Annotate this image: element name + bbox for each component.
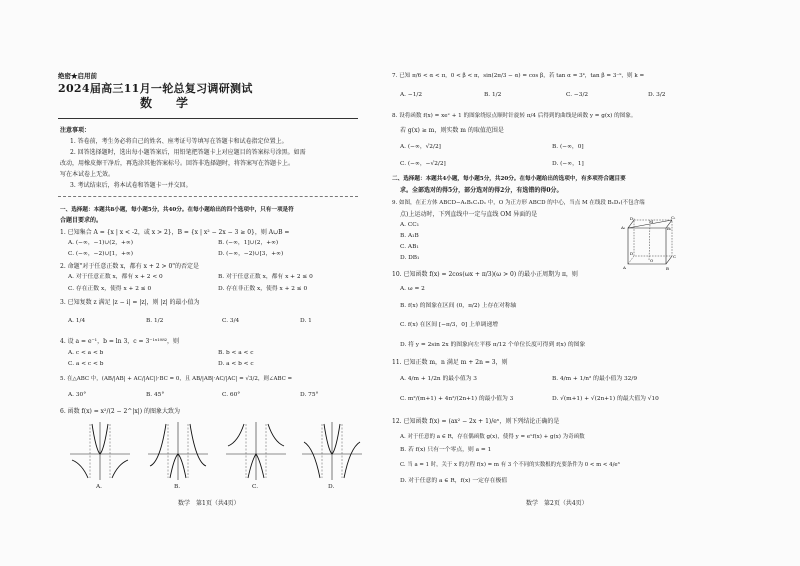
question-8-cont: 若 g(x) ≥ m，则实数 m 的取值范围是 <box>400 127 504 134</box>
question-2: 2. 命题"对于任意正数 x，都有 x + 2 > 0"的否定是 <box>60 263 200 270</box>
notice-line: 写在本试卷上无效。 <box>60 171 115 178</box>
q3-option-d: D. 1 <box>300 318 312 324</box>
q9-option-b: B. A₁B <box>400 233 419 239</box>
question-4: 4. 设 a = e⁻¹，b = ln 3，c = 3⁻¹ˣ¹⁰⁸²，则 <box>60 338 180 345</box>
q7-option-a: A. −1/2 <box>400 92 423 98</box>
q9-option-a: A. CC₁ <box>400 222 420 228</box>
q6-option-a: A. <box>96 484 103 490</box>
notice-heading: 注意事项： <box>60 127 91 134</box>
q11-option-c: C. m²/(m+1) + 4n²/(2n+1) 的最小值为 3 <box>400 396 514 402</box>
question-9: 9. 如图，在正方体 ABCD−A₁B₁C₁D₁ 中，O 为正方形 ABCD 的中心，当点 M 在线段 B₁D₁(不包含端 <box>392 200 645 206</box>
cube-label: C <box>673 254 677 259</box>
notice-line: 3. 考试结束后，将本试卷和答题卡一并交回。 <box>70 182 192 189</box>
q9-option-d: D. DB₁ <box>400 255 420 261</box>
question-7: 7. 已知 π/6 < α < π，0 < β < π，sin(2π/3 − α) = cos β，若 tan α = 3ᵏ，tan β = 3⁻ᵏ，则 k = <box>392 73 645 79</box>
q10-option-d: D. 将 y = 2sin 2x 的图象向左平移 π/12 个单位长度可得到 f(x) 的图象 <box>400 342 586 348</box>
q5-option-d: D. 75° <box>300 392 319 398</box>
secret-label: 绝密★启用前 <box>58 72 97 80</box>
notice-line: 改动，用橡皮擦干净后，再选涂其他答案标号。回答非选择题时，将答案写在答题卡上。 <box>60 160 295 167</box>
q2-option-b: B. 对于任意正数 x，都有 x + 2 ≤ 0 <box>218 274 313 280</box>
q1-option-d: D. (−∞，−2)∪[3，+∞) <box>218 251 284 257</box>
cube-label: D₁ <box>630 216 635 221</box>
question-8: 8. 设将函数 f(x) = xeˣ + 1 的图象绕原点顺时针旋转 π/4 后得到的曲线是函数 y = g(x) 的图象。 <box>392 113 637 119</box>
q6-option-c: C. <box>252 484 259 490</box>
cube-label: B₁ <box>667 226 672 231</box>
section1-heading-cont: 合题目要求的。 <box>60 217 103 224</box>
cube-label: C₁ <box>671 216 676 220</box>
question-6: 6. 函数 f(x) = x²/(2 − 2^|x|) 的图象大致为 <box>60 408 180 415</box>
q3-option-a: A. 1/4 <box>68 318 86 324</box>
q6-option-d: D. <box>328 484 335 490</box>
cube-figure <box>616 216 678 272</box>
exam-title: 2024届高三11月一轮总复习调研测试 <box>58 82 253 95</box>
question-3: 3. 已知复数 z 满足 |z − i| = |z|，则 |z| 的最小值为 <box>60 299 200 306</box>
question-9-cont: 点)上运动时，下列直线中一定与直线 OM 异面的是 <box>400 211 538 218</box>
q10-option-c: C. f(x) 在区间 [−π/3，0] 上单调递增 <box>400 322 499 328</box>
q10-option-a: A. ω = 2 <box>400 286 425 292</box>
q11-option-d: D. √(m+1) + √(2n+1) 的最大值为 √10 <box>552 396 659 402</box>
title-rule <box>58 118 358 119</box>
q2-option-d: D. 存在非正数 x，使得 x + 2 ≤ 0 <box>218 286 308 292</box>
q1-option-c: C. (−∞，−2)∪[1，+∞) <box>68 251 134 257</box>
section2-heading-cont: 求。全部选对的得5分，部分选对的得2分，有选错的得0分。 <box>400 187 563 194</box>
q7-option-d: D. 3/2 <box>648 92 666 98</box>
q9-option-c: C. AB₁ <box>400 244 419 250</box>
q6-option-b: B. <box>174 484 181 490</box>
cube-label: A <box>623 265 626 270</box>
q11-option-a: A. 4/m + 1/2n 的最小值为 3 <box>400 376 477 382</box>
cube-label: D <box>630 251 634 256</box>
footer-left: 数学 第1页（共4页） <box>178 500 240 507</box>
question-10: 10. 已知函数 f(x) = 2cos(ωx + π/3)(ω > 0) 的最小正周期为 π，则 <box>392 271 578 278</box>
q6-graph-b <box>146 420 210 482</box>
q12-option-a: A. 对于任意的 a ∈ R，存在偶函数 g(x)，使得 y = eˣf(x) + g(x) 为奇函数 <box>400 434 585 440</box>
q2-option-c: C. 存在正数 x，使得 x + 2 ≤ 0 <box>68 286 152 292</box>
q6-graph-a <box>68 420 132 482</box>
q8-option-b: B. (−∞，0] <box>552 144 584 150</box>
question-1: 1. 已知集合 A = {x | x < -2，或 x > 2}，B = {x | x² − 2x − 3 ≥ 0}，则 A∪B = <box>60 229 290 236</box>
q8-option-c: C. (−∞，−√2/2] <box>400 161 446 167</box>
q4-option-c: C. a < c < b <box>68 361 104 367</box>
q7-option-c: C. −3/2 <box>566 92 589 98</box>
q6-graph-c <box>224 420 288 482</box>
cube-label: M <box>649 219 654 224</box>
question-11: 11. 已知正数 m，n 满足 m + 2n = 3，则 <box>392 359 508 366</box>
section1-heading: 一、选择题：本题共8小题，每小题5分，共40分。在每小题给出的四个选项中，只有一项是符 <box>60 207 294 213</box>
q4-option-a: A. c < a < b <box>68 350 104 356</box>
question-12: 12. 已知函数 f(x) = (ax² − 2x + 1)/eˣ，则下列结论正确的是 <box>392 418 560 425</box>
notice-rule <box>58 196 358 197</box>
q5-option-c: C. 60° <box>222 392 241 398</box>
q1-option-b: B. (−∞，1]∪(2，+∞) <box>218 240 279 246</box>
q6-graph-d <box>300 420 364 482</box>
cube-label: B <box>666 266 669 271</box>
q7-option-b: B. 1/2 <box>484 92 502 98</box>
section2-heading: 二、选择题：本题共4小题，每小题5分，共20分。在每小题给出的选项中，有多项符合题目要 <box>392 176 626 182</box>
q8-option-a: A. (−∞，√2/2] <box>400 144 441 150</box>
cube-label: A₁ <box>621 225 626 230</box>
q4-option-b: B. b < a < c <box>218 350 254 356</box>
q8-option-d: D. (−∞，1] <box>552 161 584 167</box>
q4-option-d: D. a < b < c <box>218 361 254 367</box>
q12-option-d: D. 对于任意的 a ∈ R，f(x) 一定存在极值 <box>400 478 508 484</box>
notice-line: 2. 回答选择题时，选出每小题答案后，用铅笔把答题卡上对应题目的答案标号涂黑。如需 <box>70 149 306 156</box>
notice-line: 1. 答卷前，考生务必将自己的姓名、座考证号等填写在答题卡和试卷指定位置上。 <box>70 138 288 145</box>
q5-option-b: B. 45° <box>146 392 165 398</box>
footer-right: 数学 第2页（共4页） <box>526 500 588 507</box>
question-5: 5. 在△ABC 中，(AB/|AB| + AC/|AC|)·BC = 0，且 AB/|AB|·AC/|AC| = √3/2，则∠ABC = <box>60 376 293 382</box>
q3-option-b: B. 1/2 <box>146 318 164 324</box>
q12-option-b: B. 若 f(x) 只有一个零点，则 a = 1 <box>400 447 492 453</box>
q10-option-b: B. f(x) 的图象在区间 (0，π/2) 上存在对称轴 <box>400 303 517 309</box>
q12-option-c: C. 当 a = 1 时，关于 x 的方程 f(x) = m 有 3 个不同的实数根的充要条件为 0 < m < 4/e³ <box>400 462 620 468</box>
q11-option-b: B. 4/m + 1/n² 的最小值为 32/9 <box>552 376 638 382</box>
q1-option-a: A. (−∞，−1)∪(2，+∞) <box>68 240 133 246</box>
q3-option-c: C. 3/4 <box>222 318 240 324</box>
cube-label: O <box>650 258 654 263</box>
subject-title: 数 学 <box>140 96 195 110</box>
q5-option-a: A. 30° <box>68 392 87 398</box>
q2-option-a: A. 对于任意正数 x，都有 x + 2 < 0 <box>68 274 163 280</box>
